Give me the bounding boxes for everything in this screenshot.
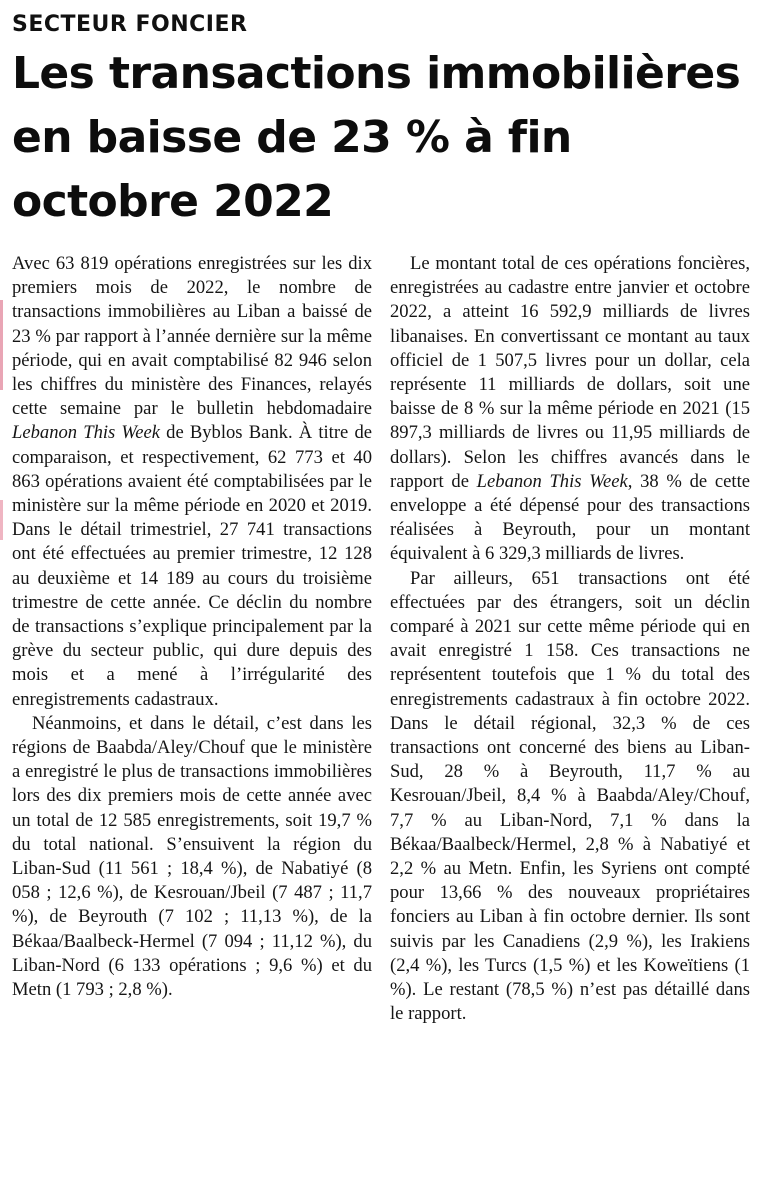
text-run: , 38 % de cette enveloppe a été dépensé pour des transactions réalisées à Beyrouth, pour un montant équivalent à 6 329,3 milliards de livres. [390,470,750,565]
text-run: de Byblos Bank. À titre de comparaison, et respectivement, 62 773 et 40 863 opérations avaient été comptabilisées par le ministère sur la même période en 2020 et 2019. Dans le détail trimestriel, 27 741 transactions ont été effectuées au premier trimestre, 12 128 au deuxième et 14 189 au cours du troisième trimestre de cette année. Ce déclin du nombre de transactions s’explique principalement par la grève du secteur public, qui dure depuis des mois et a mené à l’irrégularité des enregistrements cadastraux. [12,422,372,710]
right-paragraph-2: Par ailleurs, 651 transactions ont été effectuées par des étrangers, soit un déclin comparé à 2021 sur cette même période qui en avait enregistré 1 158. Ces transactions ne représentent toutefois que 1 % du total des enregistrements cadastraux à fin octobre 2022. Dans le détail régional, 32,3 % de ces transactions ont concerné des biens au Liban-Sud, 28 % à Beyrouth, 11,7 % au Kesrouan/Jbeil, 8,4 % à Baabda/Aley/Chouf, 7,7 % au Liban-Nord, 7,1 % dans la Békaa/Baalbeck/Hermel, 2,8 % à Nabatiyé et 2,2 % au Metn. Enfin, les Syriens ont compté pour 13,66 % des nouveaux propriétaires fonciers au Liban à fin octobre dernier. Ils sont suivis par les Canadiens (2,9 %), les Irakiens (2,4 %), les Turcs (1,5 %) et les Koweïtiens (1 %). Le restant (78,5 %) n’est pas détaillé dans le rapport. [390,567,750,1025]
left-column [12,252,372,1172]
left-paragraph-1 [12,252,372,712]
article-headline: Les transactions immobilières en baisse de 23 % à fin octobre 2022 [12,48,741,227]
publication-name: Lebanon This Week [476,470,628,492]
article-body [12,252,750,1172]
section-kicker: SECTEUR FONCIER [12,12,248,37]
margin-mark [0,300,3,390]
right-column [390,252,750,1172]
margin-mark [0,500,3,540]
publication-name: Lebanon This Week [12,422,160,444]
left-paragraph-2: Néanmoins, et dans le détail, c’est dans les régions de Baabda/Aley/Chouf que le ministère a enregistré le plus de transactions immobilières lors des dix premiers mois de cette année avec un total de 12 585 enregistrements, soit 19,7 % du total national. S’ensuivent la région du Liban-Sud (11 561 ; 18,4 %), de Nabatiyé (8 058 ; 12,6 %), de Kesrouan/Jbeil (7 487 ; 11,7 %), de Beyrouth (7 102 ; 11,13 %), de la Békaa/Baalbeck-Hermel (7 094 ; 11,12 %), du Liban-Nord (6 133 opérations ; 9,6 %) et du Metn (1 793 ; 2,8 %). [12,712,372,1001]
text-run: Avec 63 819 opérations enregistrées sur les dix premiers mois de 2022, le nombre de transactions immobilières au Liban a baissé de 23 % par rapport à l’année dernière sur la même période, qui en avait comptabilisé 82 946 selon les chiffres du ministère des Finances, relayés cette semaine par le bulletin hebdomadaire [12,253,372,420]
text-run: Le montant total de ces opérations foncières, enregistrées au cadastre entre janvier et octobre 2022, a atteint 16 592,9 milliards de livres libanaises. En convertissant ce montant au taux officiel de 1 507,5 livres pour un dollar, cela représente 11 milliards de dollars, soit une baisse de 8 % sur la même période en 2021 (15 897,3 milliards de livres ou 11,95 milliards de dollars). Selon les chiffres avancés dans le rapport de [390,253,750,492]
right-paragraph-1 [390,252,750,567]
